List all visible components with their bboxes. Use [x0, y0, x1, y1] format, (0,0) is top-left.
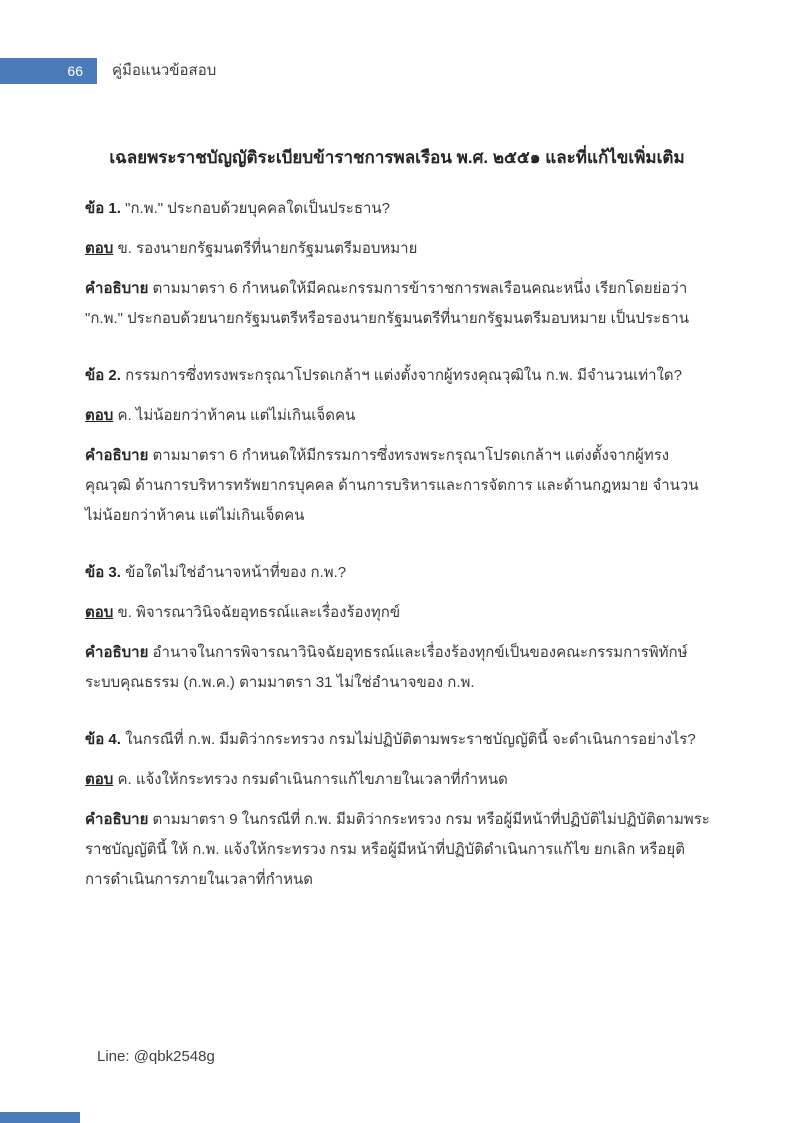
- answer-label: ตอบ: [85, 604, 114, 621]
- question-text: ในกรณีที่ ก.พ. มีมติว่ากระทรวง กรมไม่ปฏิบัติตามพระราชบัญญัตินี้ จะดำเนินการอย่างไร?: [125, 731, 696, 748]
- question-line: [85, 558, 710, 588]
- answer-text: ค. ไม่น้อยกว่าห้าคน แต่ไม่เกินเจ็ดคน: [117, 407, 356, 424]
- answer-line: [85, 598, 710, 628]
- explanation-text: ตามมาตรา 6 กำหนดให้มีกรรมการซึ่งทรงพระกรุณาโปรดเกล้าฯ แต่งตั้งจากผู้ทรงคุณวุฒิ ด้านการบริหารทรัพยากรบุคคล ด้านการบริหารและการจัดการ และด้านกฎหมาย จำนวนไม่น้อยกว่าห้าคน แต่ไม่เกินเจ็ดคน: [85, 447, 699, 524]
- page-number: 66: [67, 63, 83, 79]
- explanation-text: ตามมาตรา 9 ในกรณีที่ ก.พ. มีมติว่ากระทรวง กรม หรือผู้มีหน้าที่ปฏิบัติไม่ปฏิบัติตามพระราชบัญญัตินี้ ให้ ก.พ. แจ้งให้กระทรวง กรม หรือผู้มีหน้าที่ปฏิบัติดำเนินการแก้ไข ยกเลิก หรือยุติการดำเนินการภายในเวลาที่กำหนด: [85, 811, 710, 888]
- question-text: ข้อใดไม่ใช่อำนาจหน้าที่ของ ก.พ.?: [125, 564, 347, 581]
- answer-line: [85, 234, 710, 264]
- question-block: [85, 558, 710, 698]
- question-line: [85, 725, 710, 755]
- footer-line-contact: Line: @qbk2548g: [97, 1048, 215, 1065]
- question-number: ข้อ 1.: [85, 200, 121, 217]
- explanation-label: คำอธิบาย: [85, 280, 149, 297]
- footer-accent-bar: [0, 1112, 80, 1123]
- answer-text: ค. แจ้งให้กระทรวง กรมดำเนินการแก้ไขภายในเวลาที่กำหนด: [117, 771, 508, 788]
- answer-label: ตอบ: [85, 407, 114, 424]
- question-number: ข้อ 2.: [85, 367, 121, 384]
- answer-label: ตอบ: [85, 240, 114, 257]
- question-block: [85, 361, 710, 531]
- question-text: "ก.พ." ประกอบด้วยบุคคลใดเป็นประธาน?: [125, 200, 391, 217]
- explanation-label: คำอธิบาย: [85, 447, 149, 464]
- answer-label: ตอบ: [85, 771, 114, 788]
- explanation-line: [85, 441, 710, 531]
- answer-line: [85, 765, 710, 795]
- question-number: ข้อ 3.: [85, 564, 121, 581]
- answer-line: [85, 401, 710, 431]
- answer-text: ข. พิจารณาวินิจฉัยอุทธรณ์และเรื่องร้องทุกข์: [117, 604, 401, 621]
- explanation-line: [85, 638, 710, 698]
- explanation-label: คำอธิบาย: [85, 644, 149, 661]
- answer-text: ข. รองนายกรัฐมนตรีที่นายกรัฐมนตรีมอบหมาย: [117, 240, 418, 257]
- explanation-line: [85, 805, 710, 895]
- question-line: [85, 361, 710, 391]
- explanation-line: [85, 274, 710, 334]
- question-block: [85, 194, 710, 334]
- header-book-title: คู่มือแนวข้อสอบ: [112, 62, 217, 79]
- question-text: กรรมการซึ่งทรงพระกรุณาโปรดเกล้าฯ แต่งตั้งจากผู้ทรงคุณวุฒิใน ก.พ. มีจำนวนเท่าใด?: [125, 367, 682, 384]
- explanation-text: อำนาจในการพิจารณาวินิจฉัยอุทธรณ์และเรื่องร้องทุกข์เป็นของคณะกรรมการพิทักษ์ระบบคุณธรรม (ก.พ.ค.) ตามมาตรา 31 ไม่ใช่อำนาจของ ก.พ.: [85, 644, 688, 691]
- question-block: [85, 725, 710, 895]
- explanation-label: คำอธิบาย: [85, 811, 149, 828]
- content-area: [85, 194, 710, 922]
- page-title: เฉลยพระราชบัญญัติระเบียบข้าราชการพลเรือน พ.ศ. ๒๕๕๑ และที่แก้ไขเพิ่มเติม: [109, 148, 685, 167]
- question-number: ข้อ 4.: [85, 731, 121, 748]
- header-page-number-bar: [0, 58, 97, 84]
- explanation-text: ตามมาตรา 6 กำหนดให้มีคณะกรรมการข้าราชการพลเรือนคณะหนึ่ง เรียกโดยย่อว่า "ก.พ." ประกอบด้วยนายกรัฐมนตรีหรือรองนายกรัฐมนตรีที่นายกรัฐมนตรีมอบหมาย เป็นประธาน: [85, 280, 689, 327]
- question-line: [85, 194, 710, 224]
